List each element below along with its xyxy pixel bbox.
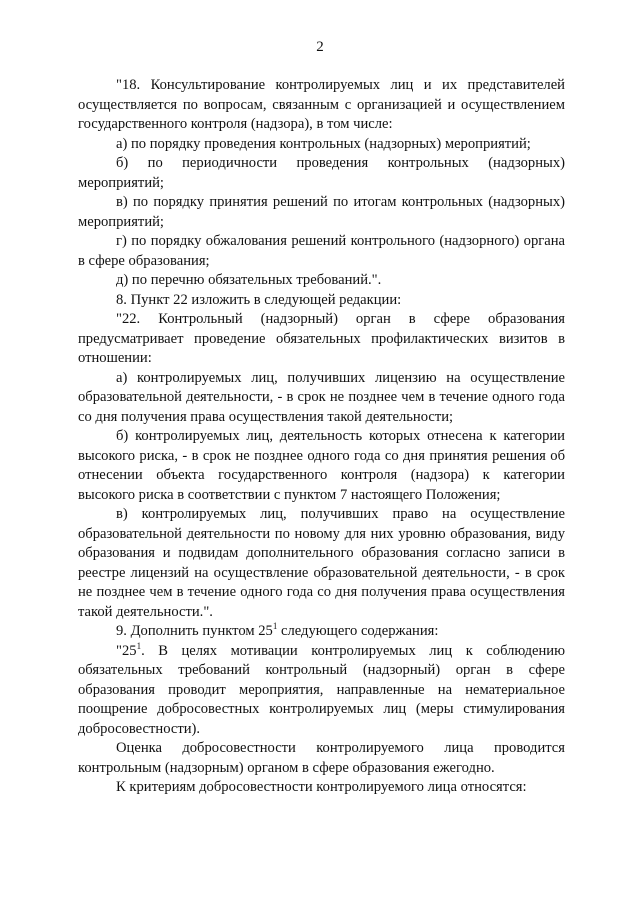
paragraph-18: "18. Консультирование контролируемых лиц и их представителей осуществляется по вопросам, связанным с организацией и осуществлением государственного контроля (надзора), в том числе: xyxy=(78,77,565,132)
paragraph-22-item-a: а) контролируемых лиц, получивших лицензию на осуществление образовательной деятельности, - в срок не позднее чем в течение одного года со дня получения права осуществления такой деятельности; xyxy=(78,369,565,425)
paragraph-25-1 xyxy=(78,642,565,740)
paragraph-8: 8. Пункт 22 изложить в следующей редакции: xyxy=(116,291,402,308)
paragraph-25-1-evaluation: Оценка добросовестности контролируемого лица проводится контрольным (надзорным) органом в сфере образования ежегодно. xyxy=(78,740,565,776)
paragraph-18-item-v: в) по порядку принятия решений по итогам контрольных (надзорных) мероприятий; xyxy=(78,194,565,230)
paragraph-25-1-number: "25 xyxy=(116,642,137,659)
paragraph-18-item-b: б) по периодичности проведения контрольных (надзорных) мероприятий; xyxy=(78,155,565,191)
paragraph-25-1-criteria: К критериям добросовестности контролируемого лица относятся: xyxy=(116,779,527,795)
paragraph-18-item-g: г) по порядку обжалования решений контрольного (надзорного) органа в сфере образования; xyxy=(78,233,565,269)
paragraph-9-text: 9. Дополнить пунктом 25 xyxy=(116,623,273,639)
paragraph-9 xyxy=(78,622,565,642)
paragraph-22-item-b: б) контролируемых лиц, деятельность которых отнесена к категории высокого риска, - в срок не позднее одного года со дня принятия решения об отнесении объекта государственного контроля (надзора) к категории высокого риска в соответствии с пунктом 7 настоящего Положения; xyxy=(78,428,565,503)
page-number: 2 xyxy=(316,39,324,55)
paragraph-18-item-a: а) по порядку проведения контрольных (надзорных) мероприятий; xyxy=(116,135,531,152)
superscript: 1 xyxy=(136,640,142,651)
superscript: 1 xyxy=(272,621,278,632)
paragraph-18-item-d: д) по перечню обязательных требований.". xyxy=(116,272,382,288)
paragraph-22-item-v: в) контролируемых лиц, получивших право на осуществление образовательной деятельности по новому для них уровню образования, виду образования и подвидам дополнительного образования согласно записи в реестре лицензий на осуществление образовательной деятельности, - в срок не позднее чем в течение одного года со дня получения права осуществления такой деятельности.". xyxy=(78,506,565,620)
paragraph-22: "22. Контрольный (надзорный) орган в сфере образования предусматривает проведение обязательных профилактических визитов в отношении: xyxy=(78,311,565,366)
document-body xyxy=(78,76,565,798)
paragraph-9-text-end: следующего содержания: xyxy=(277,623,439,639)
paragraph-25-1-text: . В целях мотивации контролируемых лиц к соблюдению обязательных требований контрольный (надзорный) орган в сфере образования проводит мероприятия, направленные на нематериальное поощрение добросовестных контролируемых лиц (меры стимулирования добросовестности). xyxy=(78,642,565,737)
